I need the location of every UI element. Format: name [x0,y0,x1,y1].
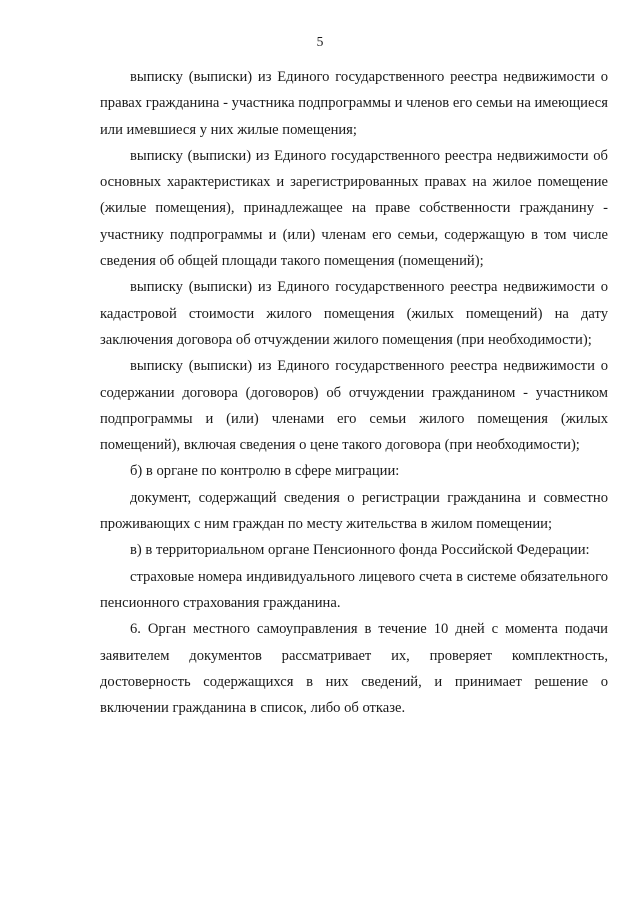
paragraph-egrn-cadastral-value: выписку (выписки) из Единого государственного реестра недвижимости о кадастровой стоимости жилого помещения (жилых помещений) на дату заключения договора об отчуждении жилого помещения (при необходимости); [100,279,608,348]
paragraph-migration-authority: б) в органе по контролю в сфере миграции: [130,463,400,480]
document-body [100,64,608,721]
paragraph-egrn-contract: выписку (выписки) из Единого государственного реестра недвижимости о содержании договора (договоров) об отчуждении гражданином - участником подпрограммы и (или) членами его семьи жилого помещения (жилых помещений), включая сведения о цене такого договора (при необходимости); [100,358,608,454]
paragraph-pension-fund: в) в территориальном органе Пенсионного фонда Российской Федерации: [130,542,590,559]
paragraph-registration-document: документ, содержащий сведения о регистрации гражданина и совместно проживающих с ним граждан по месту жительства в жилом помещении; [100,489,608,533]
paragraph-egrn-characteristics: выписку (выписки) из Единого государственного реестра недвижимости об основных характеристиках и зарегистрированных правах на жилое помещение (жилые помещения), принадлежащее на праве собственности гражданину - участнику подпрограммы и (или) членам его семьи, содержащую в том числе сведения об общей площади такого помещения (помещений); [100,147,608,270]
paragraph-clause-6: 6. Орган местного самоуправления в течение 10 дней с момента подачи заявителем документов рассматривает их, проверяет комплектность, достоверность содержащихся в них сведений, и принимает решение о включении гражданина в список, либо об отказе. [100,621,608,717]
paragraph-egrn-rights: выписку (выписки) из Единого государственного реестра недвижимости о правах гражданина - участника подпрограммы и членов его семьи на имеющиеся или имевшиеся у них жилые помещения; [100,69,608,138]
paragraph-insurance-numbers: страховые номера индивидуального лицевого счета в системе обязательного пенсионного страхования гражданина. [100,568,608,611]
page-number: 5 [316,34,324,49]
